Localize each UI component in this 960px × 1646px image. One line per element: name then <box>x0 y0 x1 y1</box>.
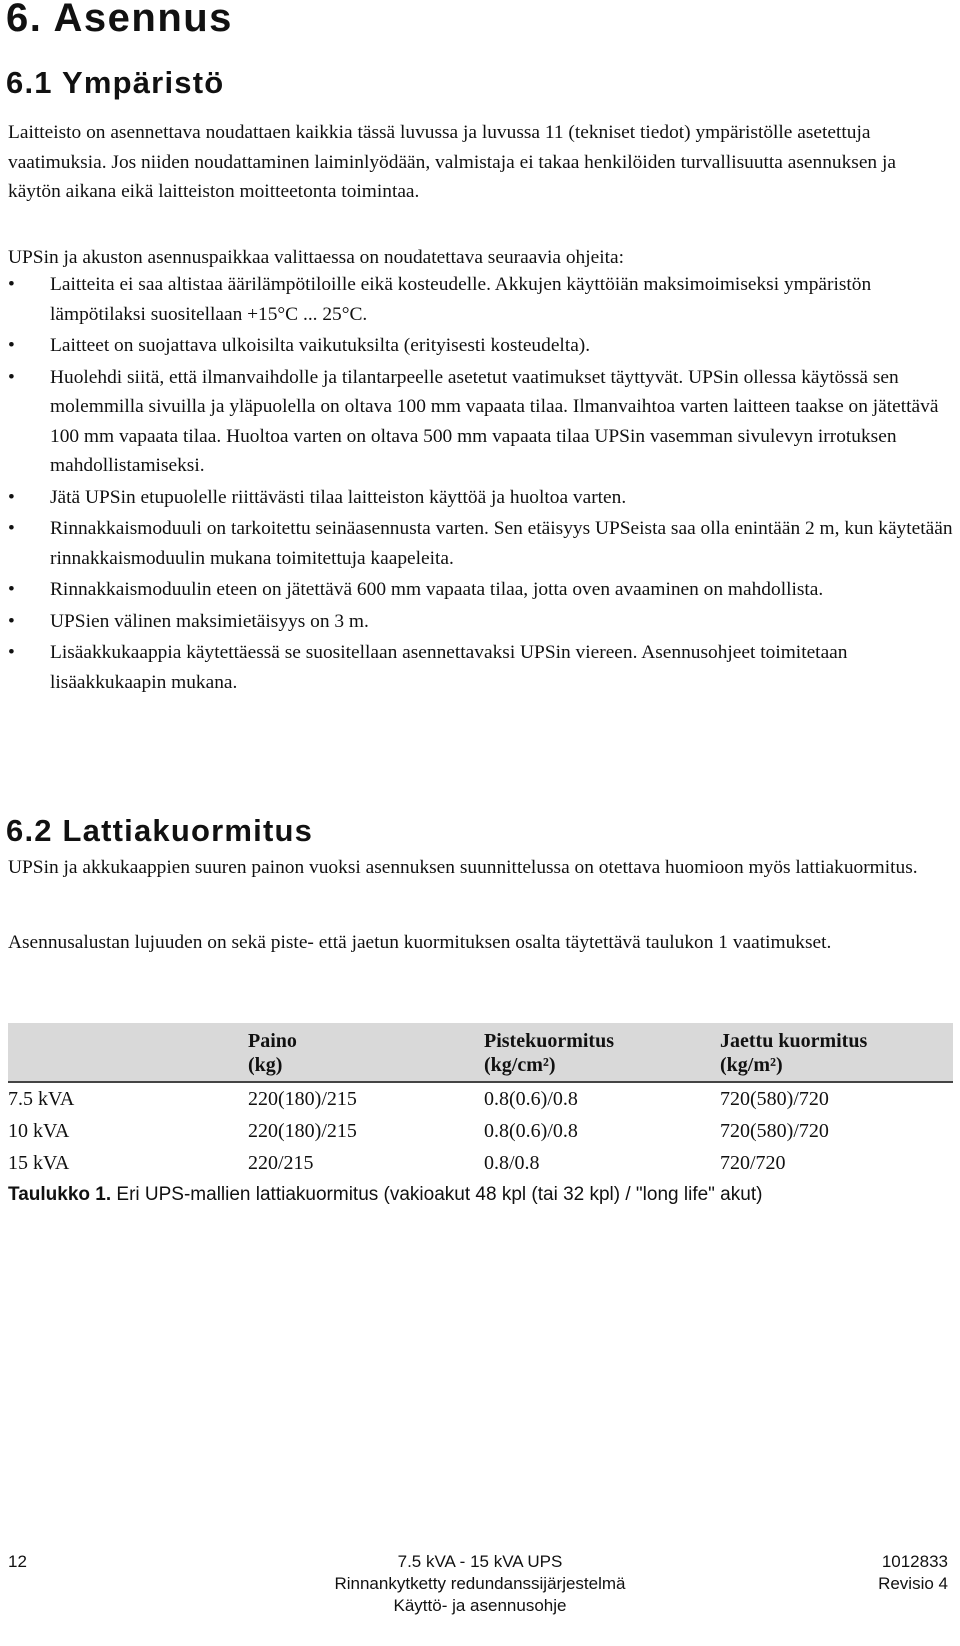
bullet-icon: • <box>8 335 15 356</box>
header-unit: (kg) <box>248 1054 283 1076</box>
chapter-number: 6. <box>6 0 43 40</box>
table-header-row <box>8 1023 953 1083</box>
floor-load-intro-paragraph: UPSin ja akkukaappien suuren painon vuoksi asennuksen suunnittelussa on otettava huomioon myös lattiakuormitus. <box>8 857 918 878</box>
environment-intro-paragraph: Laitteisto on asennettava noudattaen kaikkia tässä luvussa ja luvussa 11 (tekniset tiedot) ympäristölle asetettuja vaatimuksia. Jos niiden noudattaminen laiminlyödään, valmistaja ei takaa henkilöiden turvallisuutta asennuksen ja käytön aikana eikä laitteiston moitteetonta toimintaa. <box>8 122 896 202</box>
section-heading-6-2 <box>6 812 313 849</box>
table-cell: 15 kVA <box>8 1152 70 1174</box>
table-cell: 720/720 <box>720 1152 786 1174</box>
bullet-icon: • <box>8 274 15 295</box>
header-label: Paino <box>248 1030 297 1052</box>
list-item-text: Lisäakkukaappia käytettäessä se suositellaan asennettavaksi UPSin viereen. Asennusohjeet toimitetaan lisäakkukaapin mukana. <box>50 642 848 693</box>
table-cell: 0.8/0.8 <box>484 1152 540 1174</box>
list-item <box>8 270 953 329</box>
list-item <box>8 331 953 361</box>
bullet-icon: • <box>8 642 15 663</box>
bullet-icon: • <box>8 366 15 388</box>
installation-requirements-list <box>8 270 953 699</box>
table-cell: 220(180)/215 <box>248 1088 357 1110</box>
list-item <box>8 363 953 481</box>
header-weight <box>248 1029 297 1077</box>
bullet-icon: • <box>8 610 15 632</box>
chapter-title: Asennus <box>53 0 233 40</box>
list-item-text: UPSien välinen maksimietäisyys on 3 m. <box>50 610 369 632</box>
list-item-text: Huolehdi siitä, että ilmanvaihdolle ja tilantarpeelle asetetut vaatimukset täyttyvät. UPSin ollessa käytössä sen molemmilla sivuilla ja yläpuolella on oltava 100 mm vapaata tilaa. Ilmanvaihtoa varten laitteen taakse on jätettävä 100 mm vapaata tilaa. Huoltoa varten on oltava 500 mm vapaata tilaa UPSin vasemman sivulevyn irrotuksen mahdollistamiseksi. <box>50 366 939 476</box>
caption-text: Eri UPS-mallien lattiakuormitus (vakioakut 48 kpl (tai 32 kpl) / "long life" akut) <box>116 1184 763 1205</box>
table-row <box>8 1083 953 1115</box>
bullet-icon: • <box>8 579 15 600</box>
list-item <box>8 483 953 513</box>
table-caption <box>8 1183 762 1207</box>
floor-load-table <box>8 1023 953 1179</box>
section-title: Ympäristö <box>61 65 225 100</box>
table-cell: 0.8(0.6)/0.8 <box>484 1088 578 1110</box>
section-heading-6-1 <box>6 64 224 101</box>
table-cell: 0.8(0.6)/0.8 <box>484 1120 578 1142</box>
footer-page-number: 12 <box>8 1552 27 1571</box>
list-item-text: Rinnakkaismoduulin eteen on jätettävä 600 mm vapaata tilaa, jotta oven avaaminen on mahdollista. <box>50 579 824 600</box>
table-cell: 220(180)/215 <box>248 1120 357 1142</box>
header-unit: (kg/m²) <box>720 1054 783 1076</box>
footer-document-title <box>0 1551 960 1617</box>
list-item-text: Laitteita ei saa altistaa äärilämpötiloille eikä kosteudelle. Akkujen käyttöiän maksimoimiseksi ympäristön lämpötilaksi suositellaan +15°C ... 25°C. <box>50 274 872 325</box>
list-item-text: Jätä UPSin etupuolelle riittävästi tilaa laitteiston käyttöä ja huoltoa varten. <box>50 486 627 508</box>
list-item <box>8 575 953 605</box>
list-item-text: Rinnakkaismoduuli on tarkoitettu seinäasennusta varten. Sen etäisyys UPSeista saa olla enintään 2 m, kun käytetään rinnakkaismoduulin mukana toimitettuja kaapeleita. <box>50 518 953 569</box>
header-unit: (kg/cm²) <box>484 1054 556 1076</box>
header-label: Pistekuormitus <box>484 1030 614 1052</box>
header-distributed-load <box>720 1029 867 1077</box>
list-item-text: Laitteet on suojattava ulkoisilta vaikutuksilta (erityisesti kosteudelta). <box>50 335 591 356</box>
section-number: 6.1 <box>6 65 53 100</box>
footer-doc-number: 1012833 <box>881 1552 948 1571</box>
table-row <box>8 1115 953 1147</box>
bullet-icon: • <box>8 486 15 508</box>
list-item <box>8 514 953 573</box>
section-number: 6.2 <box>6 813 53 848</box>
list-item <box>8 638 953 697</box>
table-cell: 720(580)/720 <box>720 1088 829 1110</box>
table-cell: 220/215 <box>248 1152 314 1174</box>
footer-product: 7.5 kVA - 15 kVA UPS <box>397 1552 563 1571</box>
chapter-heading <box>6 0 233 42</box>
table-cell: 7.5 kVA <box>8 1088 75 1110</box>
footer-system: Rinnankytketty redundanssijärjestelmä <box>334 1574 626 1593</box>
caption-label: Taulukko 1. <box>8 1184 112 1205</box>
site-selection-paragraph: UPSin ja akuston asennuspaikkaa valittaessa on noudatettava seuraavia ohjeita: <box>8 247 625 268</box>
list-item <box>8 607 953 637</box>
table-cell: 720(580)/720 <box>720 1120 829 1142</box>
header-label: Jaettu kuormitus <box>720 1030 868 1052</box>
table-cell: 10 kVA <box>8 1120 70 1142</box>
table-row <box>8 1147 953 1179</box>
header-point-load <box>484 1029 614 1077</box>
section-title: Lattiakuormitus <box>62 813 314 848</box>
floor-load-requirement-paragraph: Asennusalustan lujuuden on sekä piste- että jaetun kuormituksen osalta täytettävä taulukon 1 vaatimukset. <box>8 932 832 953</box>
bullet-icon: • <box>8 518 15 539</box>
footer-manual: Käyttö- ja asennusohje <box>393 1596 567 1615</box>
footer-document-info <box>878 1551 948 1595</box>
footer-revision: Revisio 4 <box>878 1574 948 1593</box>
